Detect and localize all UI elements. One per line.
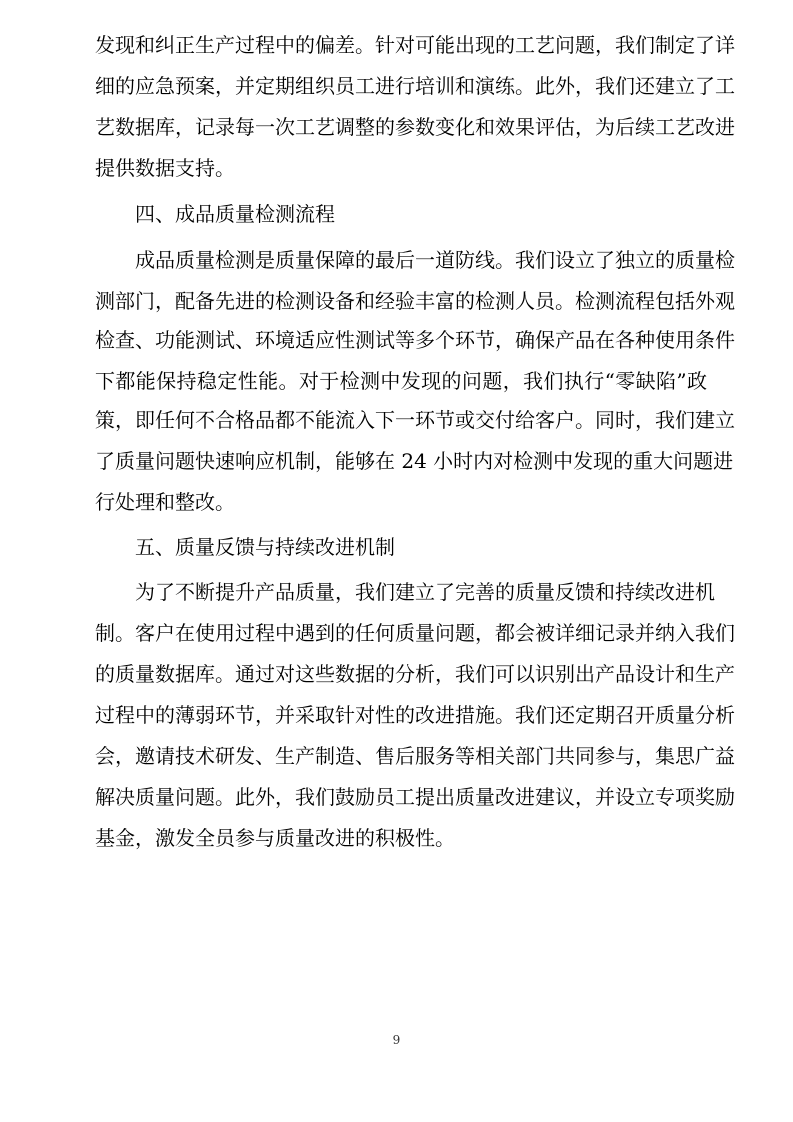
text-line: 艺数据库，记录每一次工艺调整的参数变化和效果评估，为后续工艺改进 [95,115,735,139]
page-number: 9 [392,1033,401,1047]
text-line: 会，邀请技术研发、生产制造、售后服务等相关部门共同参与，集思广益 [95,744,735,768]
text-line: 策，即任何不合格品都不能流入下一环节或交付给客户。同时，我们建立 [95,408,735,432]
text-line: 行处理和整改。 [95,490,235,514]
text-line: 过程中的薄弱环节，并采取针对性的改进措施。我们还定期召开质量分析 [95,703,735,727]
section-heading-4: 四、成品质量检测流程 [135,202,335,226]
text-line: 了质量问题快速响应机制，能够在 24 小时内对检测中发现的重大问题进 [95,449,734,473]
section-heading-5: 五、质量反馈与持续改进机制 [135,535,395,559]
text-line: 为了不断提升产品质量，我们建立了完善的质量反馈和持续改进机 [135,580,715,604]
text-line: 的质量数据库。通过对这些数据的分析，我们可以识别出产品设计和生产 [95,662,735,686]
text-line: 解决质量问题。此外，我们鼓励员工提出质量改进建议，并设立专项奖励 [95,785,735,809]
text-line: 下都能保持稳定性能。对于检测中发现的问题，我们执行“零缺陷”政 [95,369,707,393]
text-line: 发现和纠正生产过程中的偏差。针对可能出现的工艺问题，我们制定了详 [95,33,735,57]
text-line: 制。客户在使用过程中遇到的任何质量问题，都会被详细记录并纳入我们 [95,621,735,645]
text-line: 提供数据支持。 [95,156,235,180]
text-line: 成品质量检测是质量保障的最后一道防线。我们设立了独立的质量检 [135,248,735,272]
text-line: 基金，激发全员参与质量改进的积极性。 [95,826,455,850]
text-line: 检查、功能测试、环境适应性测试等多个环节，确保产品在各种使用条件 [95,328,735,352]
text-line: 细的应急预案，并定期组织员工进行培训和演练。此外，我们还建立了工 [95,74,735,98]
text-line: 测部门，配备先进的检测设备和经验丰富的检测人员。检测流程包括外观 [95,289,735,313]
